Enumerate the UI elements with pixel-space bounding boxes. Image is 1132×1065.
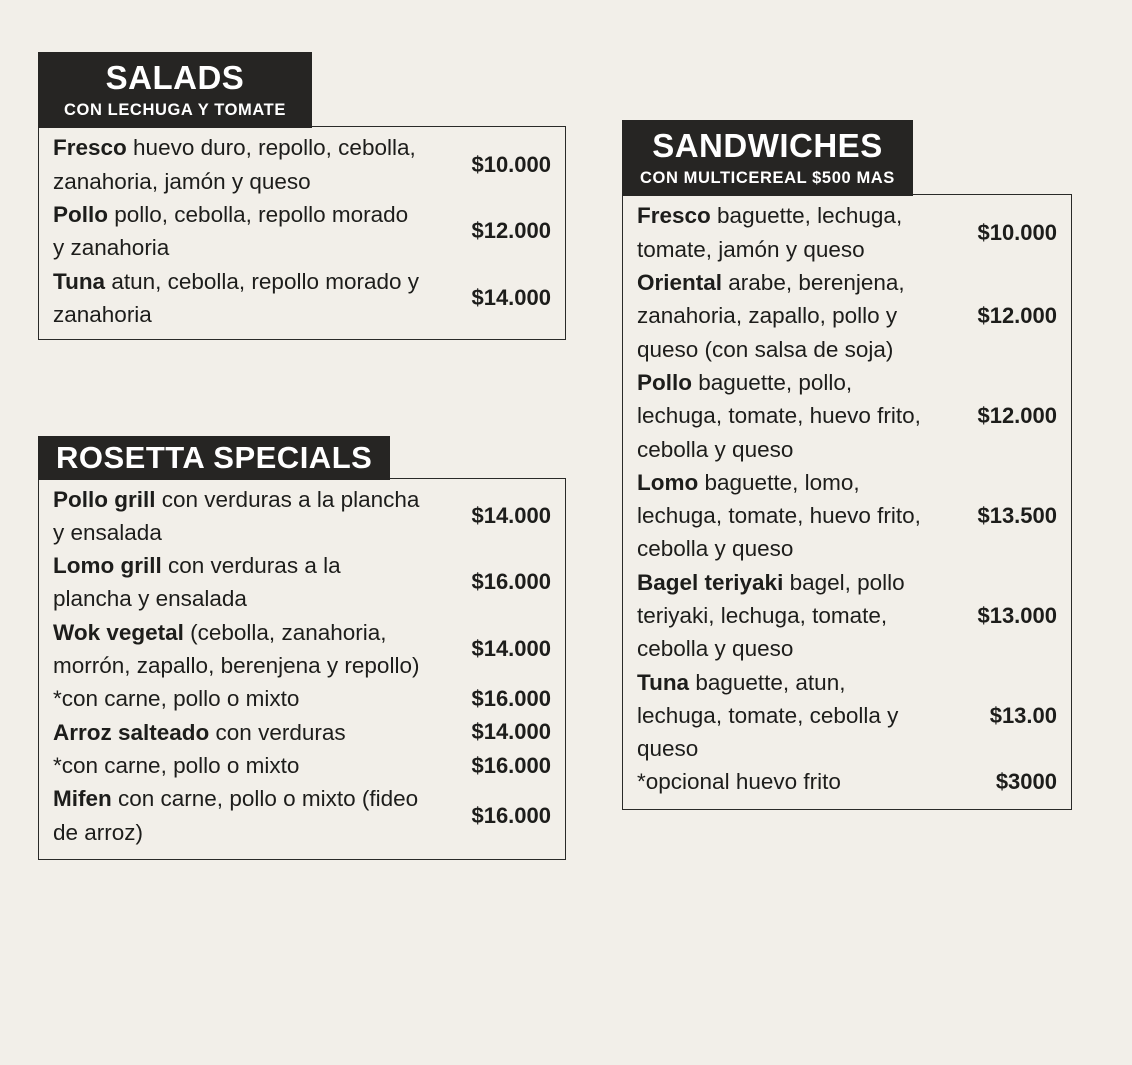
- sandwiches-items-box: [622, 194, 1072, 809]
- item-description: [53, 749, 421, 782]
- item-name: Arroz salteado: [53, 719, 210, 745]
- salads-title: SALADS: [105, 59, 245, 96]
- item-description: [637, 466, 929, 566]
- item-description: [53, 549, 421, 616]
- item-price: $14.000: [471, 636, 551, 662]
- sandwiches-title: SANDWICHES: [652, 127, 883, 164]
- item-name: Fresco: [637, 203, 711, 229]
- item-detail: *opcional huevo frito: [637, 769, 841, 795]
- item-detail: arabe, berenjena, zanahoria, zapallo, pollo y queso (con salsa de soja): [637, 270, 905, 362]
- item-detail: (cebolla, zanahoria, morrón, zapallo, berenjena y repollo): [53, 619, 420, 679]
- item-name: Lomo: [637, 469, 699, 495]
- rosetta-title: ROSETTA SPECIALS: [56, 440, 373, 475]
- item-price: $13.500: [977, 502, 1057, 528]
- item-detail: con verduras a la plancha y ensalada: [53, 486, 420, 545]
- salads-subtitle: CON LECHUGA Y TOMATE: [64, 100, 286, 119]
- item-detail: con verduras: [209, 719, 346, 745]
- item-description: [53, 483, 421, 550]
- item-price: $10.000: [977, 219, 1057, 245]
- menu-item-row[interactable]: [637, 765, 1057, 798]
- item-name: Mifen: [53, 786, 112, 812]
- item-detail: atun, cebolla, repollo morado y zanahoria: [53, 268, 420, 327]
- item-description: [53, 782, 421, 849]
- menu-item-row[interactable]: [637, 366, 1057, 466]
- item-price: $14.000: [471, 719, 551, 745]
- menu-item-row[interactable]: [53, 782, 551, 849]
- section-sandwiches: [622, 120, 1072, 810]
- item-detail: pollo, cebolla, repollo morado y zanahoria: [53, 202, 409, 261]
- sandwiches-header: [622, 120, 913, 196]
- item-price: $3000: [995, 769, 1057, 795]
- menu-item-row[interactable]: [53, 682, 551, 715]
- menu-item-row[interactable]: [637, 566, 1057, 666]
- item-name: Pollo: [53, 202, 108, 228]
- menu-item-row[interactable]: [53, 716, 551, 749]
- rosetta-header: [38, 436, 390, 480]
- menu-item-row[interactable]: [637, 466, 1057, 566]
- item-detail: baguette, lomo, lechuga, tomate, huevo frito, cebolla y queso: [637, 469, 921, 562]
- item-price: $16.000: [471, 685, 551, 711]
- item-name: Fresco: [53, 135, 127, 161]
- item-detail: baguette, pollo, lechuga, tomate, huevo frito, cebolla y queso: [637, 369, 921, 462]
- item-description: [53, 198, 421, 265]
- item-price: $12.000: [977, 302, 1057, 328]
- section-rosetta-specials: [38, 436, 566, 860]
- item-description: [637, 199, 929, 266]
- item-description: [53, 716, 421, 749]
- item-detail: bagel, pollo teriyaki, lechuga, tomate, cebolla y queso: [637, 569, 905, 662]
- menu-item-row[interactable]: [53, 749, 551, 782]
- menu-item-row[interactable]: [53, 131, 551, 198]
- sandwiches-rows: [637, 199, 1057, 798]
- item-price: $14.000: [471, 284, 551, 310]
- item-price: $16.000: [471, 752, 551, 778]
- item-price: $16.000: [471, 569, 551, 595]
- item-description: [637, 366, 929, 466]
- item-description: [53, 131, 421, 198]
- salads-items-box: [38, 126, 566, 340]
- item-name: Pollo grill: [53, 486, 156, 512]
- item-detail: *con carne, pollo o mixto: [53, 686, 300, 712]
- sandwiches-subtitle: CON MULTICEREAL $500 MAS: [640, 168, 895, 187]
- salads-header: [38, 52, 312, 128]
- menu-item-row[interactable]: [637, 266, 1057, 366]
- item-detail: con verduras a la plancha y ensalada: [53, 553, 341, 612]
- item-description: [637, 566, 929, 666]
- item-name: Bagel teriyaki: [637, 569, 784, 595]
- item-name: Tuna: [637, 669, 690, 695]
- menu-item-row[interactable]: [53, 616, 551, 683]
- item-price: $12.000: [471, 218, 551, 244]
- item-detail: baguette, atun, lechuga, tomate, cebolla y queso: [637, 669, 899, 762]
- item-detail: *con carne, pollo o mixto: [53, 752, 300, 778]
- item-description: [53, 265, 421, 332]
- item-description: [53, 682, 421, 715]
- menu-item-row[interactable]: [637, 666, 1057, 766]
- menu-item-row[interactable]: [53, 265, 551, 332]
- menu-item-row[interactable]: [53, 483, 551, 550]
- item-description: [637, 765, 929, 798]
- menu-item-row[interactable]: [53, 549, 551, 616]
- item-detail: baguette, lechuga, tomate, jamón y queso: [637, 203, 903, 262]
- salads-rows: [53, 131, 551, 331]
- item-description: [637, 666, 929, 766]
- item-detail: con carne, pollo o mixto (fideo de arroz): [53, 786, 419, 845]
- item-price: $16.000: [471, 802, 551, 828]
- item-price: $13.00: [989, 702, 1057, 728]
- item-detail: huevo duro, repollo, cebolla, zanahoria, jamón y queso: [53, 135, 416, 194]
- item-price: $12.000: [977, 402, 1057, 428]
- item-name: Pollo: [637, 369, 692, 395]
- section-salads: [38, 52, 566, 340]
- menu-item-row[interactable]: [637, 199, 1057, 266]
- item-price: $14.000: [471, 502, 551, 528]
- item-name: Wok vegetal: [53, 619, 184, 645]
- item-price: $13.000: [977, 602, 1057, 628]
- item-description: [53, 616, 421, 683]
- menu-item-row[interactable]: [53, 198, 551, 265]
- rosetta-items-box: [38, 478, 566, 860]
- item-name: Tuna: [53, 268, 106, 294]
- item-description: [637, 266, 929, 366]
- item-name: Oriental: [637, 270, 723, 296]
- rosetta-rows: [53, 483, 551, 849]
- item-price: $10.000: [471, 151, 551, 177]
- item-name: Lomo grill: [53, 553, 162, 579]
